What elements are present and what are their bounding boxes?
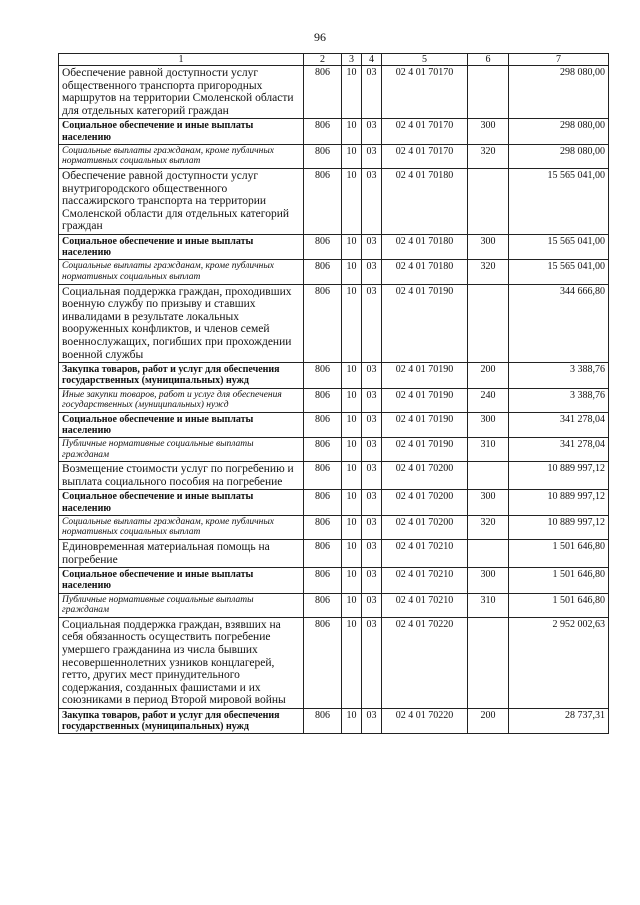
- target-article-cell: 02 4 01 70180: [382, 168, 468, 234]
- subsection-cell: 03: [362, 540, 382, 568]
- subsection-cell: 03: [362, 490, 382, 515]
- table-row: [59, 617, 609, 708]
- admin-code-cell: 806: [304, 515, 342, 539]
- target-article-cell: 02 4 01 70190: [382, 412, 468, 437]
- admin-code-cell: 806: [304, 462, 342, 490]
- row-name-cell: Публичные нормативные социальные выплаты гражданам: [59, 438, 304, 462]
- target-article-cell: 02 4 01 70180: [382, 260, 468, 284]
- section-cell: 10: [342, 490, 362, 515]
- section-cell: 10: [342, 540, 362, 568]
- admin-code-cell: 806: [304, 168, 342, 234]
- table-row: [59, 260, 609, 284]
- admin-code-cell: 806: [304, 66, 342, 119]
- target-article-cell: 02 4 01 70190: [382, 438, 468, 462]
- expense-type-cell: 300: [468, 234, 509, 259]
- amount-cell: 15 565 041,00: [509, 260, 609, 284]
- section-cell: 10: [342, 412, 362, 437]
- amount-cell: 15 565 041,00: [509, 234, 609, 259]
- admin-code-cell: 806: [304, 709, 342, 734]
- target-article-cell: 02 4 01 70180: [382, 234, 468, 259]
- target-article-cell: 02 4 01 70210: [382, 568, 468, 593]
- section-cell: 10: [342, 66, 362, 119]
- section-cell: 10: [342, 260, 362, 284]
- amount-cell: 298 080,00: [509, 66, 609, 119]
- table-row: [59, 709, 609, 734]
- target-article-cell: 02 4 01 70200: [382, 490, 468, 515]
- target-article-cell: 02 4 01 70190: [382, 388, 468, 412]
- row-name-cell: Обеспечение равной доступности услуг общественного транспорта пригородных маршрутов на территории Смоленской области для отдельных категорий граждан: [59, 66, 304, 119]
- expense-type-cell: 320: [468, 260, 509, 284]
- table-row: [59, 438, 609, 462]
- expense-type-cell: 300: [468, 568, 509, 593]
- admin-code-cell: 806: [304, 412, 342, 437]
- page-number: 96: [314, 30, 326, 44]
- section-cell: 10: [342, 119, 362, 144]
- expense-type-cell: [468, 462, 509, 490]
- section-cell: 10: [342, 593, 362, 617]
- row-name-cell: Возмещение стоимости услуг по погребению и выплата социального пособия на погребение: [59, 462, 304, 490]
- section-cell: 10: [342, 168, 362, 234]
- target-article-cell: 02 4 01 70210: [382, 593, 468, 617]
- column-header: 3: [342, 54, 362, 66]
- row-name-cell: Социальное обеспечение и иные выплаты населению: [59, 568, 304, 593]
- column-header: 2: [304, 54, 342, 66]
- table-row: [59, 412, 609, 437]
- amount-cell: 10 889 997,12: [509, 462, 609, 490]
- section-cell: 10: [342, 388, 362, 412]
- row-name-cell: Социальное обеспечение и иные выплаты населению: [59, 234, 304, 259]
- table-row: [59, 540, 609, 568]
- expense-type-cell: 240: [468, 388, 509, 412]
- amount-cell: 344 666,80: [509, 284, 609, 363]
- subsection-cell: 03: [362, 388, 382, 412]
- section-cell: 10: [342, 363, 362, 388]
- subsection-cell: 03: [362, 66, 382, 119]
- admin-code-cell: 806: [304, 617, 342, 708]
- subsection-cell: 03: [362, 568, 382, 593]
- amount-cell: 10 889 997,12: [509, 515, 609, 539]
- column-header: 5: [382, 54, 468, 66]
- table-row: [59, 168, 609, 234]
- admin-code-cell: 806: [304, 540, 342, 568]
- target-article-cell: 02 4 01 70170: [382, 144, 468, 168]
- amount-cell: 3 388,76: [509, 388, 609, 412]
- subsection-cell: 03: [362, 363, 382, 388]
- table-row: [59, 388, 609, 412]
- amount-cell: 1 501 646,80: [509, 540, 609, 568]
- subsection-cell: 03: [362, 593, 382, 617]
- target-article-cell: 02 4 01 70220: [382, 617, 468, 708]
- expense-type-cell: 300: [468, 119, 509, 144]
- table-row: [59, 234, 609, 259]
- section-cell: 10: [342, 284, 362, 363]
- column-header: 7: [509, 54, 609, 66]
- row-name-cell: Социальная поддержка граждан, проходивших военную службу по призыву и ставших инвалидами в результате локальных вооруженных конфликтов, и членов семей военнослужащих, погибших при прохождении военной службы: [59, 284, 304, 363]
- subsection-cell: 03: [362, 617, 382, 708]
- row-name-cell: Социальная поддержка граждан, взявших на себя обязанность осуществить погребение умершего гражданина из числа бывших несовершеннолетних узников концлагерей, гетто, других мест принудительного содержания, созданных фашистами и их союзниками в период Второй мировой войны: [59, 617, 304, 708]
- row-name-cell: Социальные выплаты гражданам, кроме публичных нормативных социальных выплат: [59, 515, 304, 539]
- target-article-cell: 02 4 01 70220: [382, 709, 468, 734]
- admin-code-cell: 806: [304, 363, 342, 388]
- admin-code-cell: 806: [304, 144, 342, 168]
- row-name-cell: Обеспечение равной доступности услуг внутригородского общественного пассажирского транспорта на территории Смоленской области для отдельных категорий граждан: [59, 168, 304, 234]
- expense-type-cell: 320: [468, 144, 509, 168]
- target-article-cell: 02 4 01 70190: [382, 363, 468, 388]
- column-header: 6: [468, 54, 509, 66]
- section-cell: 10: [342, 617, 362, 708]
- amount-cell: 3 388,76: [509, 363, 609, 388]
- row-name-cell: Социальное обеспечение и иные выплаты населению: [59, 412, 304, 437]
- budget-table: [58, 53, 609, 734]
- section-cell: 10: [342, 709, 362, 734]
- admin-code-cell: 806: [304, 388, 342, 412]
- amount-cell: 1 501 646,80: [509, 568, 609, 593]
- table-row: [59, 568, 609, 593]
- table-body: [59, 66, 609, 734]
- amount-cell: 298 080,00: [509, 119, 609, 144]
- amount-cell: 2 952 002,63: [509, 617, 609, 708]
- expense-type-cell: [468, 66, 509, 119]
- section-cell: 10: [342, 568, 362, 593]
- row-name-cell: Закупка товаров, работ и услуг для обеспечения государственных (муниципальных) нужд: [59, 363, 304, 388]
- target-article-cell: 02 4 01 70210: [382, 540, 468, 568]
- row-name-cell: Социальное обеспечение и иные выплаты населению: [59, 490, 304, 515]
- section-cell: 10: [342, 462, 362, 490]
- admin-code-cell: 806: [304, 490, 342, 515]
- table-row: [59, 144, 609, 168]
- admin-code-cell: 806: [304, 260, 342, 284]
- table-row: [59, 515, 609, 539]
- amount-cell: 10 889 997,12: [509, 490, 609, 515]
- table-row: [59, 490, 609, 515]
- subsection-cell: 03: [362, 412, 382, 437]
- column-header: 4: [362, 54, 382, 66]
- expense-type-cell: [468, 168, 509, 234]
- column-header: 1: [59, 54, 304, 66]
- target-article-cell: 02 4 01 70170: [382, 66, 468, 119]
- subsection-cell: 03: [362, 462, 382, 490]
- amount-cell: 341 278,04: [509, 412, 609, 437]
- admin-code-cell: 806: [304, 438, 342, 462]
- row-name-cell: Социальное обеспечение и иные выплаты населению: [59, 119, 304, 144]
- target-article-cell: 02 4 01 70200: [382, 462, 468, 490]
- expense-type-cell: [468, 617, 509, 708]
- row-name-cell: Закупка товаров, работ и услуг для обеспечения государственных (муниципальных) нужд: [59, 709, 304, 734]
- section-cell: 10: [342, 144, 362, 168]
- table-row: [59, 284, 609, 363]
- table-row: [59, 462, 609, 490]
- admin-code-cell: 806: [304, 284, 342, 363]
- subsection-cell: 03: [362, 515, 382, 539]
- subsection-cell: 03: [362, 144, 382, 168]
- expense-type-cell: 320: [468, 515, 509, 539]
- row-name-cell: Социальные выплаты гражданам, кроме публичных нормативных социальных выплат: [59, 260, 304, 284]
- target-article-cell: 02 4 01 70190: [382, 284, 468, 363]
- expense-type-cell: [468, 540, 509, 568]
- target-article-cell: 02 4 01 70200: [382, 515, 468, 539]
- row-name-cell: Социальные выплаты гражданам, кроме публичных нормативных социальных выплат: [59, 144, 304, 168]
- row-name-cell: Публичные нормативные социальные выплаты гражданам: [59, 593, 304, 617]
- expense-type-cell: 310: [468, 593, 509, 617]
- table-row: [59, 119, 609, 144]
- subsection-cell: 03: [362, 168, 382, 234]
- subsection-cell: 03: [362, 260, 382, 284]
- target-article-cell: 02 4 01 70170: [382, 119, 468, 144]
- table-row: [59, 593, 609, 617]
- amount-cell: 1 501 646,80: [509, 593, 609, 617]
- section-cell: 10: [342, 515, 362, 539]
- admin-code-cell: 806: [304, 568, 342, 593]
- amount-cell: 341 278,04: [509, 438, 609, 462]
- expense-type-cell: 310: [468, 438, 509, 462]
- expense-type-cell: 300: [468, 412, 509, 437]
- row-name-cell: Единовременная материальная помощь на погребение: [59, 540, 304, 568]
- table-header-row: [59, 54, 609, 66]
- amount-cell: 15 565 041,00: [509, 168, 609, 234]
- expense-type-cell: 300: [468, 490, 509, 515]
- expense-type-cell: 200: [468, 363, 509, 388]
- admin-code-cell: 806: [304, 234, 342, 259]
- subsection-cell: 03: [362, 284, 382, 363]
- table-row: [59, 66, 609, 119]
- subsection-cell: 03: [362, 709, 382, 734]
- expense-type-cell: [468, 284, 509, 363]
- admin-code-cell: 806: [304, 593, 342, 617]
- admin-code-cell: 806: [304, 119, 342, 144]
- table-row: [59, 363, 609, 388]
- section-cell: 10: [342, 234, 362, 259]
- row-name-cell: Иные закупки товаров, работ и услуг для обеспечения государственных (муниципальных) нужд: [59, 388, 304, 412]
- subsection-cell: 03: [362, 438, 382, 462]
- section-cell: 10: [342, 438, 362, 462]
- subsection-cell: 03: [362, 119, 382, 144]
- subsection-cell: 03: [362, 234, 382, 259]
- amount-cell: 28 737,31: [509, 709, 609, 734]
- expense-type-cell: 200: [468, 709, 509, 734]
- amount-cell: 298 080,00: [509, 144, 609, 168]
